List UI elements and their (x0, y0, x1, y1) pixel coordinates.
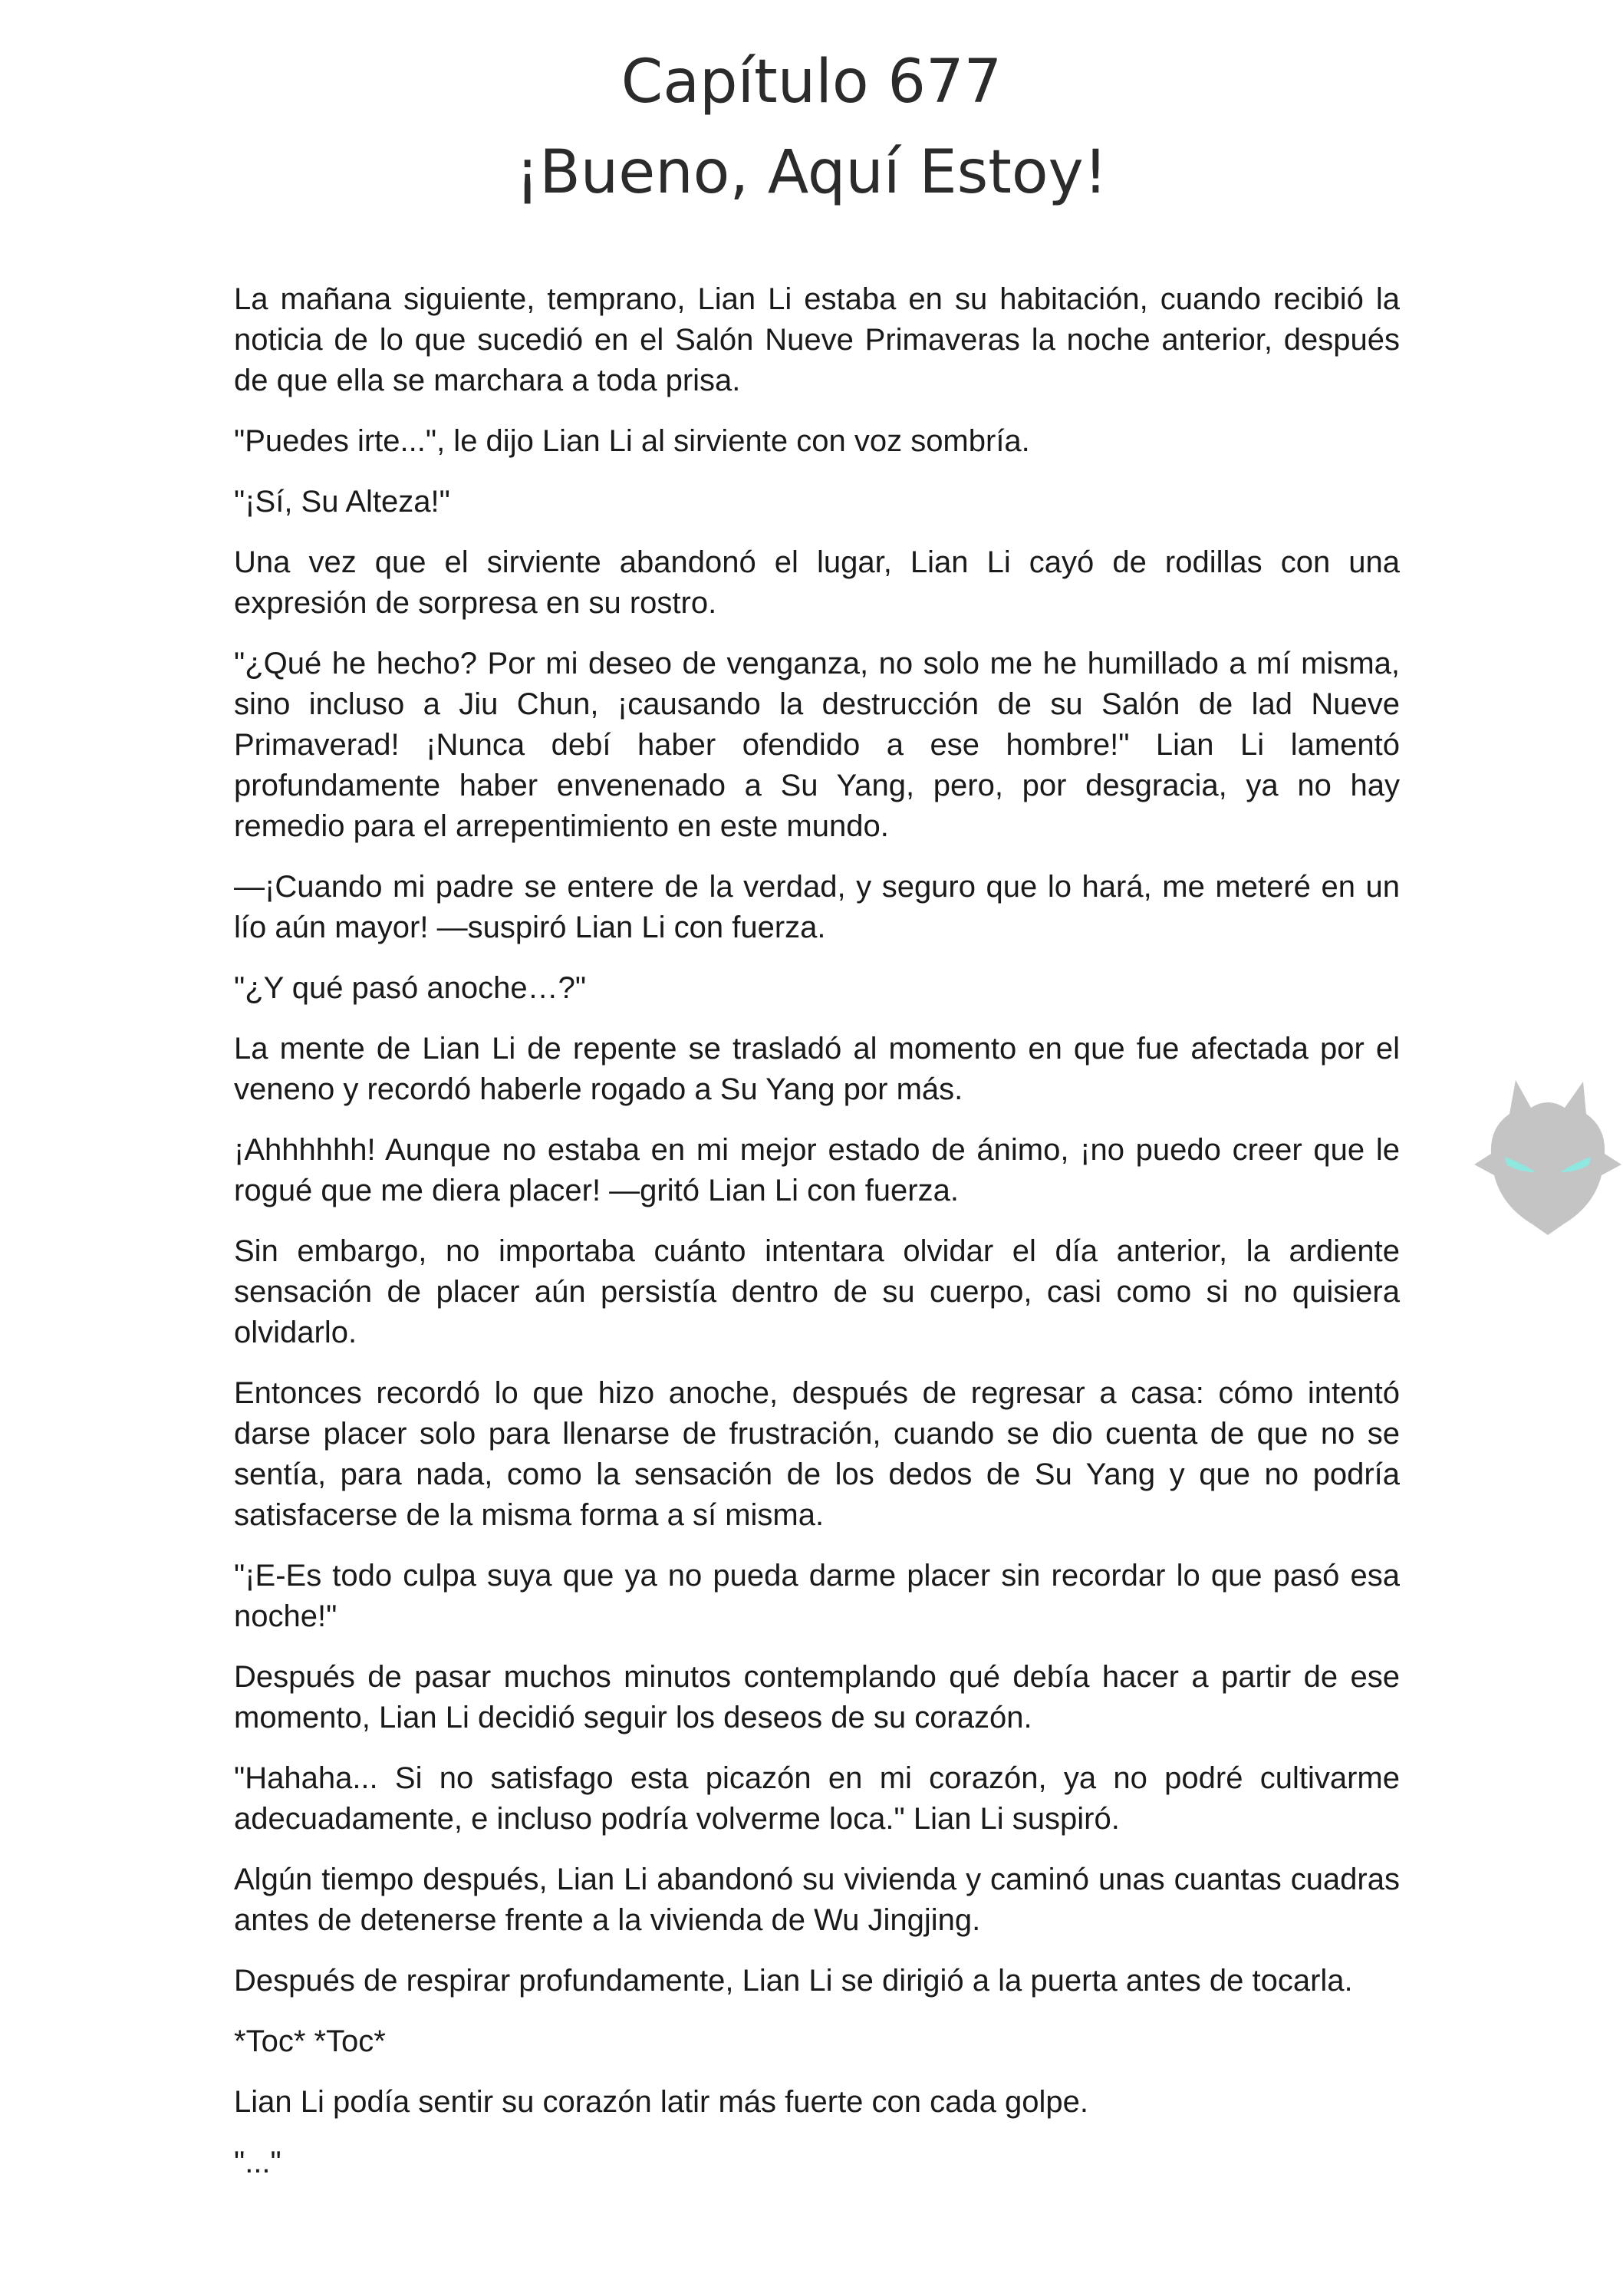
chapter-heading (0, 37, 1623, 218)
paragraph: Después de pasar muchos minutos contemplando qué debía hacer a partir de ese momento, Lian Li decidió seguir los deseos de su corazón. (234, 1660, 1400, 1734)
paragraph: "¡E-Es todo culpa suya que ya no pueda darme placer sin recordar lo que pasó esa noche!" (234, 1559, 1400, 1633)
paragraph: "¿Qué he hecho? Por mi deseo de venganza, no solo me he humillado a mí misma, sino incluso a Jiu Chun, ¡causando la destrucción de su Salón de lad Nueve Primaverad! ¡Nunca debí haber ofendido a ese hombre!" Lian Li lamentó profundamente haber envenenado a Su Yang, pero, por desgracia, ya no hay remedio para el arrepentimiento en este mundo. (234, 647, 1400, 843)
chapter-title: ¡Bueno, Aquí Estoy! (515, 138, 1108, 207)
chapter-number: Capítulo 677 (621, 48, 1002, 117)
paragraph: La mente de Lian Li de repente se trasladó al momento en que fue afectada por el veneno y recordó haberle rogado a Su Yang por más. (234, 1032, 1400, 1106)
paragraph: Entonces recordó lo que hizo anoche, después de regresar a casa: cómo intentó darse placer solo para llenarse de frustración, cuando se dio cuenta de que no se sentía, para nada, como la sensación de los dedos de Su Yang y que no podría satisfacerse de la misma forma a sí misma. (234, 1376, 1400, 1532)
paragraph: —¡Cuando mi padre se entere de la verdad, y seguro que lo hará, me meteré en un lío aún mayor! —suspiró Lian Li con fuerza. (234, 870, 1400, 944)
paragraph: Sin embargo, no importaba cuánto intentara olvidar el día anterior, la ardiente sensación de placer aún persistía dentro de su cuerpo, casi como si no quisiera olvidarlo. (234, 1234, 1400, 1349)
demon-head-icon (1471, 1074, 1623, 1237)
chapter-body (234, 279, 1400, 2203)
paragraph: "..." (234, 2146, 281, 2179)
paragraph: "Hahaha... Si no satisfago esta picazón en mi corazón, ya no podré cultivarme adecuadamente, e incluso podría volverme loca." Lian Li suspiró. (234, 1761, 1400, 1836)
paragraph: Lian Li podía sentir su corazón latir más fuerte con cada golpe. (234, 2085, 1088, 2119)
paragraph: "Puedes irte...", le dijo Lian Li al sirviente con voz sombría. (234, 424, 1030, 458)
paragraph: "¿Y qué pasó anoche…?" (234, 971, 587, 1005)
paragraph: "¡Sí, Su Alteza!" (234, 485, 450, 519)
paragraph: *Toc* *Toc* (234, 2024, 386, 2058)
paragraph: Algún tiempo después, Lian Li abandonó su vivienda y caminó unas cuantas cuadras antes de detenerse frente a la vivienda de Wu Jingjing. (234, 1863, 1400, 1937)
paragraph: ¡Ahhhhhh! Aunque no estaba en mi mejor estado de ánimo, ¡no puedo creer que le rogué que me diera placer! —gritó Lian Li con fuerza. (234, 1133, 1400, 1207)
paragraph: Después de respirar profundamente, Lian Li se dirigió a la puerta antes de tocarla. (234, 1964, 1353, 1998)
paragraph: La mañana siguiente, temprano, Lian Li estaba en su habitación, cuando recibió la noticia de lo que sucedió en el Salón Nueve Primaveras la noche anterior, después de que ella se marchara a toda prisa. (234, 282, 1400, 397)
watermark-logo (1471, 1074, 1623, 1237)
paragraph: Una vez que el sirviente abandonó el lugar, Lian Li cayó de rodillas con una expresión de sorpresa en su rostro. (234, 545, 1400, 620)
